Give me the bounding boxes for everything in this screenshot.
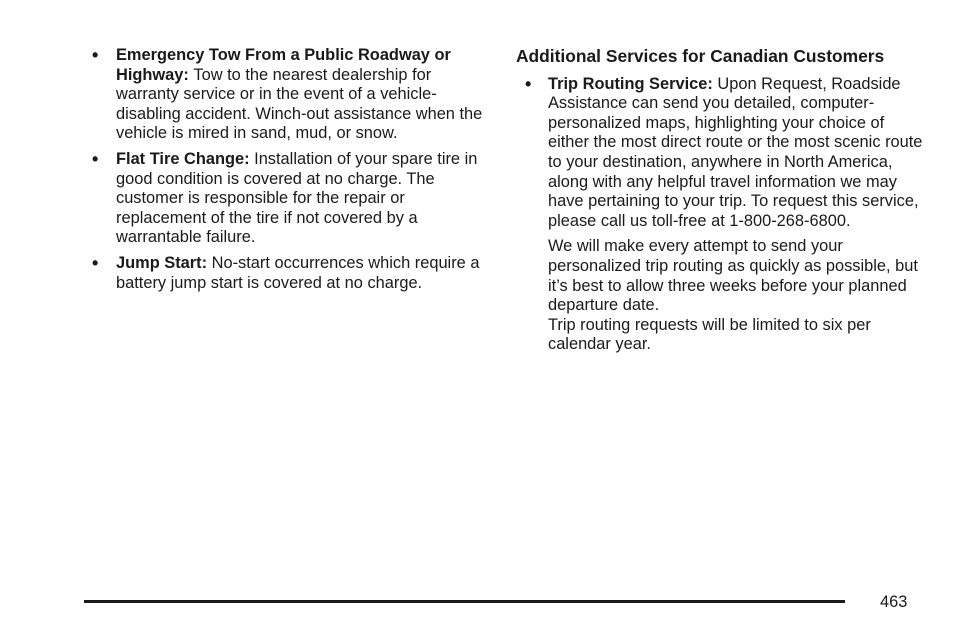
item-text: Upon Request, Roadside Assistance can send you detailed, computer-personalized maps, highlighting your choice of either the most direct route or the most scenic route to your destination, anywhere in North America, along with any helpful travel information we may have pertaining to your trip. To request this service, please call us toll-free at 1-800-268-6800. — [548, 74, 923, 230]
item-title: Trip Routing Service: — [548, 74, 718, 93]
page-number: 463 — [880, 593, 908, 611]
bullet-icon: • — [525, 73, 532, 94]
item-text: No-start occurrences which require a battery jump start is covered at no charge. — [116, 253, 480, 292]
list-item-flat-tire — [92, 150, 492, 248]
item-text: Installation of your spare tire in good condition is covered at no charge. The customer is responsible for the repair or replacement of the tire if not covered by a warrantable failure. — [116, 149, 478, 247]
bullet-icon: • — [92, 252, 99, 273]
right-column — [516, 46, 926, 371]
section-heading: Additional Services for Canadian Customers — [516, 46, 885, 66]
footer-rule — [84, 600, 845, 603]
services-list — [516, 75, 926, 232]
paragraph-trip-timing: We will make every attempt to send your personalized trip routing as quickly as possible, but it’s best to allow three weeks before your planned departure date. — [548, 237, 918, 315]
item-text: Tow to the nearest dealership for warranty service or in the event of a vehicle-disabling accident. Winch-out assistance when the vehicle is mired in sand, mud, or snow. — [116, 65, 483, 143]
bullet-icon: • — [92, 148, 99, 169]
item-title: Flat Tire Change: — [116, 149, 255, 168]
item-title: Emergency Tow From a Public Roadway or Highway: — [116, 46, 451, 84]
left-column — [92, 46, 492, 299]
item-title: Jump Start: — [116, 253, 212, 272]
paragraph-trip-limit: Trip routing requests will be limited to six per calendar year. — [548, 315, 871, 354]
list-item-jump-start — [92, 254, 492, 293]
list-item-trip-routing — [516, 75, 926, 232]
list-item-emergency-tow — [92, 46, 492, 144]
bullet-icon: • — [92, 45, 99, 65]
